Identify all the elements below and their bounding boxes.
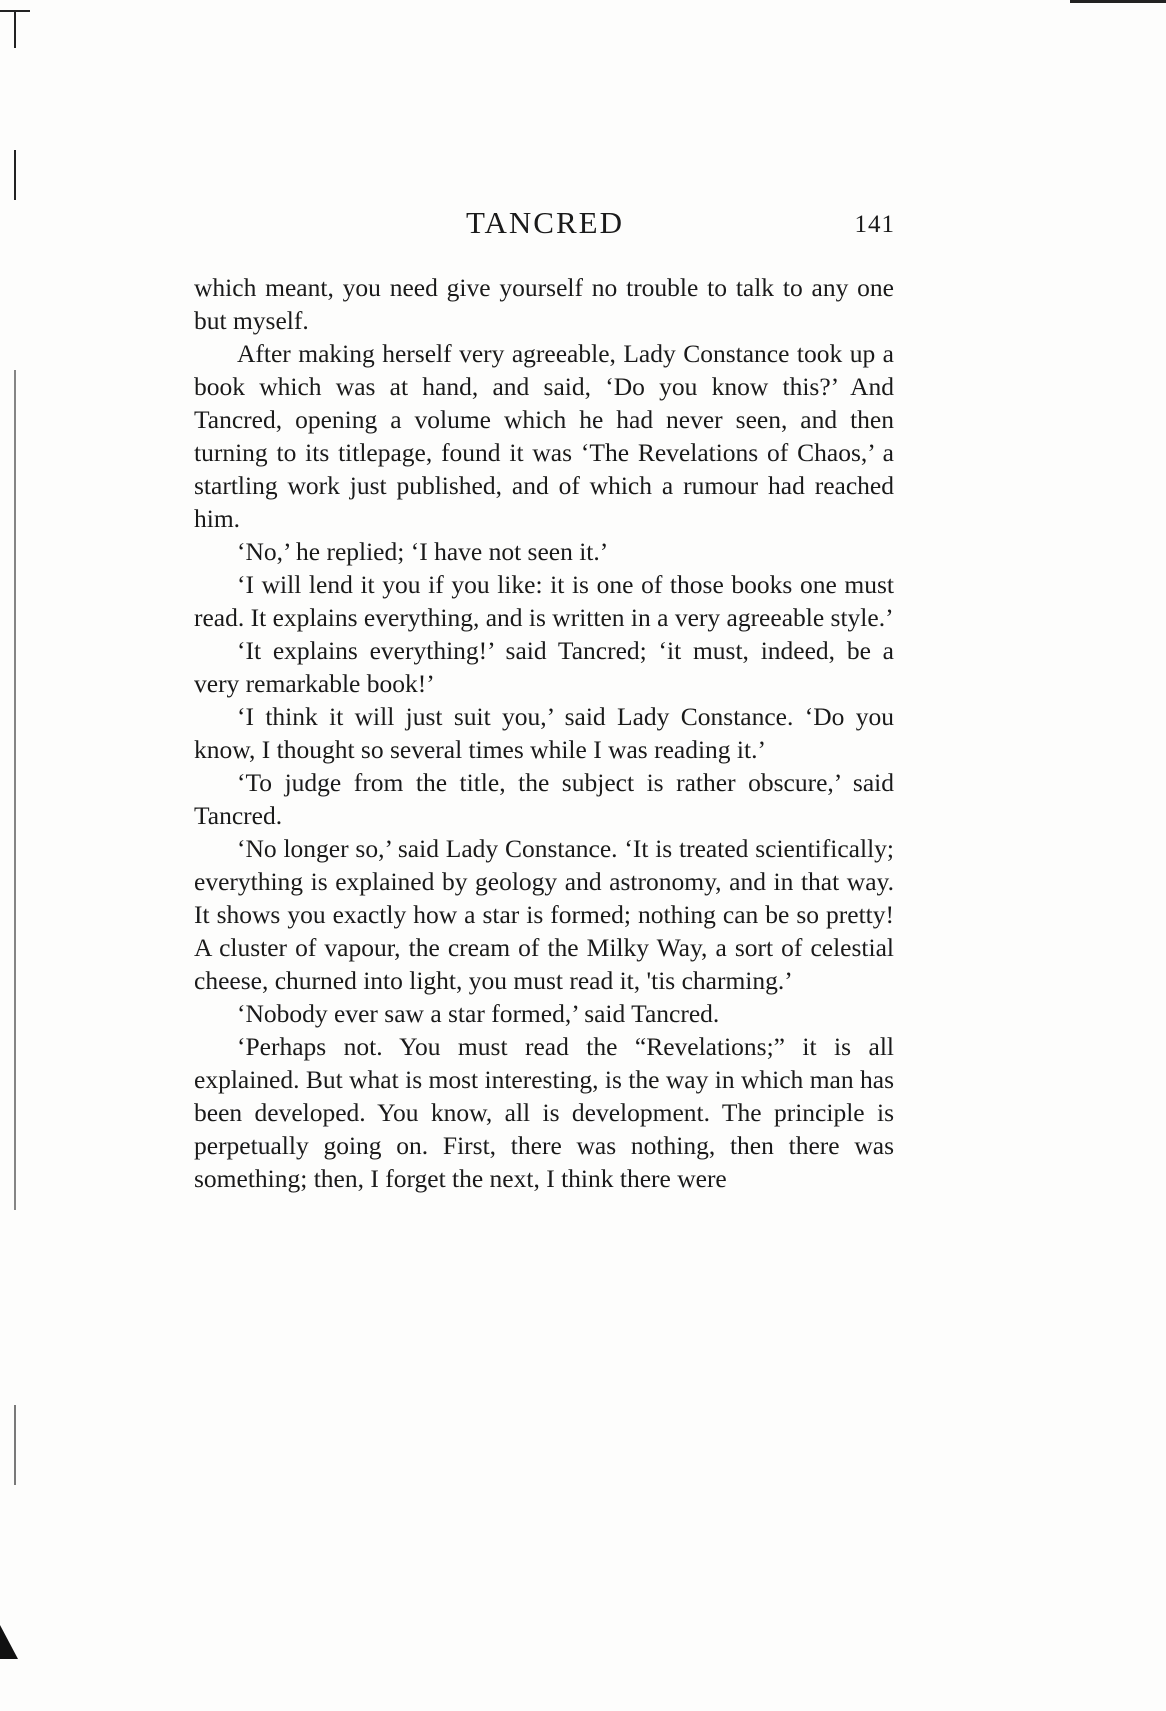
scan-edge-mark [14,1405,16,1485]
paragraph: ‘No longer so,’ said Lady Constance. ‘It is treated scientifically; everything is explained by geology and astronomy, and in that way. It shows you exactly how a star is formed; nothing can be so pretty! A cluster of vapour, the cream of the Milky Way, a sort of celestial cheese, churned into light, you must read it, 'tis charming.’ [194,834,894,995]
page-header [195,205,895,255]
paragraph: After making herself very agreeable, Lady Constance took up a book which was at hand, and said, ‘Do you know this?’ And Tancred, opening a volume which he had never seen, and then turning to its titlepage, found it was ‘The Revelations of Chaos,’ a startling work just published, and of which a rumour had reached him. [194,339,894,533]
paragraph: ‘No,’ he replied; ‘I have not seen it.’ [237,537,609,566]
paragraph: ‘I think it will just suit you,’ said Lady Constance. ‘Do you know, I thought so several times while I was reading it.’ [194,702,894,764]
scan-corner-mark [0,1625,18,1659]
page-number: 141 [854,211,895,238]
scan-edge-mark [14,10,16,48]
scan-edge-mark [1070,0,1166,3]
scan-edge-mark [14,150,16,200]
paragraph: ‘It explains everything!’ said Tancred; ‘it must, indeed, be a very remarkable book!’ [194,636,894,698]
paragraph: ‘To judge from the title, the subject is rather obscure,’ said Tancred. [194,768,894,830]
running-head: TANCRED [466,205,624,240]
paragraph: ‘I will lend it you if you like: it is one of those books one must read. It explains everything, and is written in a very agreeable style.’ [194,570,894,632]
paragraph: which meant, you need give yourself no trouble to talk to any one but myself. [194,273,894,335]
scan-edge-mark [14,370,16,1210]
body-text [194,271,894,1195]
paragraph: ‘Nobody ever saw a star formed,’ said Tancred. [237,999,720,1028]
paragraph: ‘Perhaps not. You must read the “Revelations;” it is all explained. But what is most interesting, is the way in which man has been developed. You know, all is development. The principle is perpetually going on. First, there was nothing, then there was something; then, I forget the next, I think there were [194,1032,894,1193]
